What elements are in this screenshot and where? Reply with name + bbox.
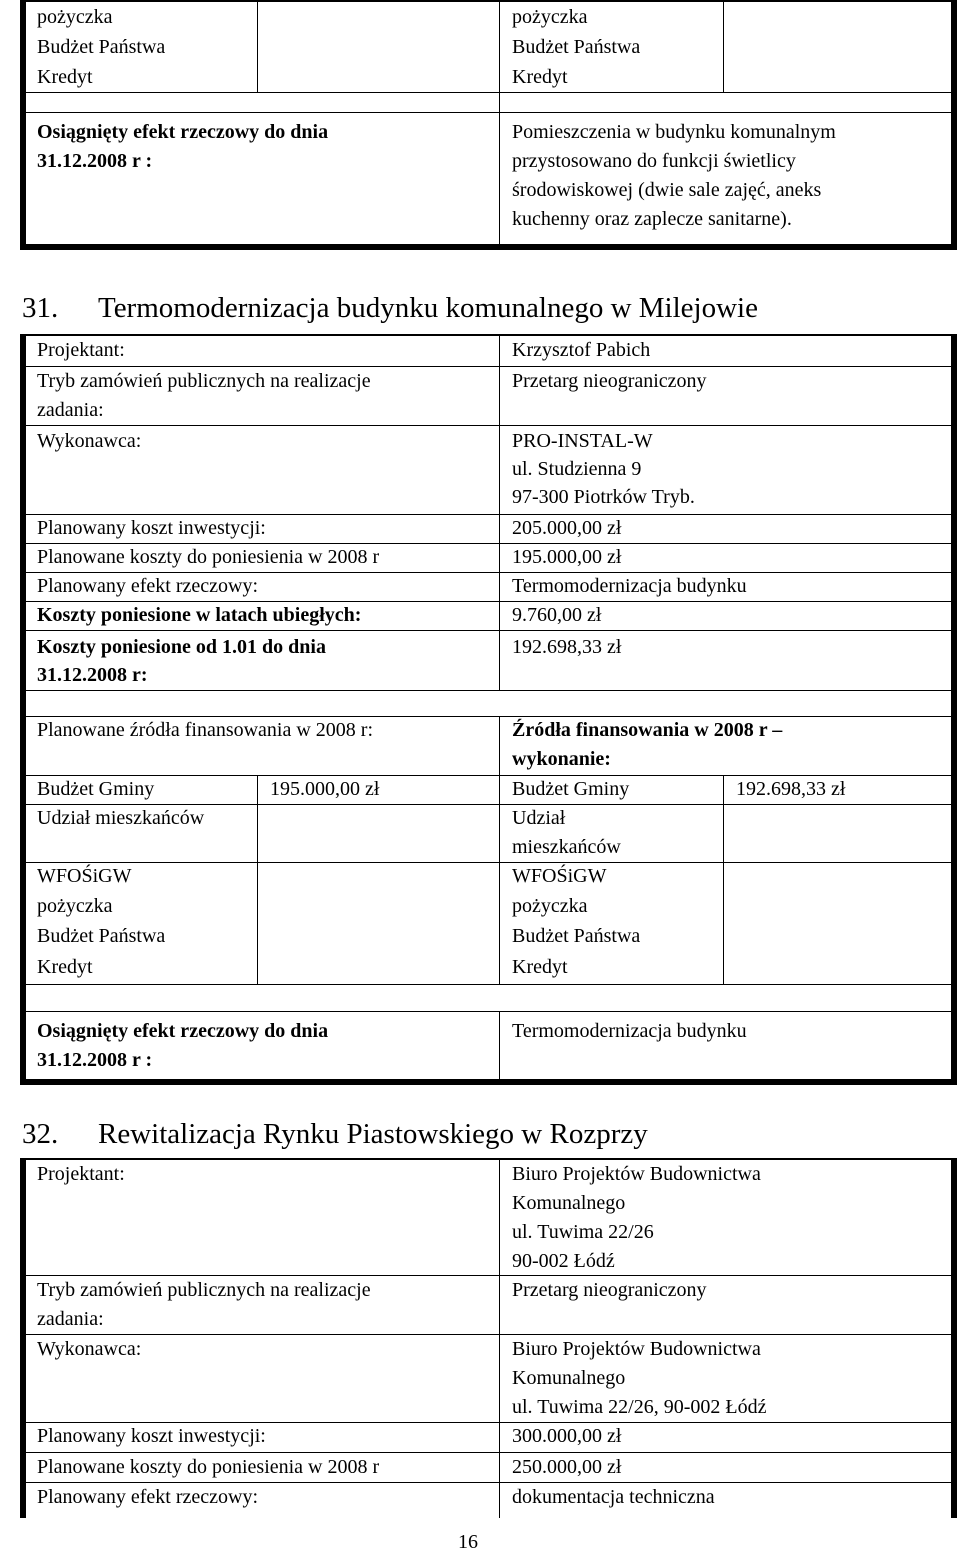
divider [26,92,951,93]
planned-cost-value: 300.000,00 zł [512,1425,622,1447]
wfos-label-right: WFOŚiGW [512,865,607,887]
source-state-budget-label-right: Budżet Państwa [512,36,641,58]
contractor-value-line: 97-300 Piotrków Tryb. [512,486,695,508]
planned-2008-value: 250.000,00 zł [512,1456,622,1478]
budget-gmina-actual: 192.698,33 zł [736,778,846,800]
contractor-value-line: PRO-INSTAL-W [512,430,653,452]
page-number: 16 [458,1531,478,1553]
planned-effect-label: Planowany efekt rzeczowy: [37,575,259,597]
section-number: 32. [22,1118,59,1150]
state-budget-label-right: Budżet Państwa [512,925,641,947]
planned-effect-value: Termomodernizacja budynku [512,575,747,597]
effect-value-line: przystosowano do funkcji świetlicy [512,150,796,172]
designer-value-line: Komunalnego [512,1192,626,1214]
designer-value-line: Biuro Projektów Budownictwa [512,1163,761,1185]
divider [723,0,724,92]
divider [257,0,258,92]
contractor-value-line: Biuro Projektów Budownictwa [512,1338,761,1360]
divider [257,775,258,984]
designer-label: Projektant: [37,1163,125,1185]
source-credit-label: Kredyt [37,66,93,88]
divider [499,0,500,244]
divider [499,334,500,690]
residents-label-right: Udział [512,807,566,829]
divider [26,630,951,631]
past-costs-label: Koszty poniesione w latach ubiegłych: [37,604,362,626]
effect-value-line: kuchenny oraz zaplecze sanitarne). [512,208,792,230]
designer-label: Projektant: [37,339,125,361]
procurement-label: Tryb zamówień publicznych na realizacje [37,1279,371,1301]
budget-gmina-label: Budżet Gminy [37,778,155,800]
past-costs-value: 9.760,00 zł [512,604,602,626]
section-number: 31. [22,292,59,324]
section-title: Termomodernizacja budynku komunalnego w Milejowie [98,292,758,324]
divider [26,1011,951,1012]
residents-label-right-cont: mieszkańców [512,836,621,858]
designer-value-line: ul. Tuwima 22/26 [512,1221,654,1243]
procurement-label-cont: zadania: [37,1308,104,1330]
planned-2008-label: Planowane koszty do poniesienia w 2008 r [37,1456,380,1478]
divider [26,984,951,985]
procurement-value: Przetarg nieograniczony [512,1279,707,1301]
planned-sources-header: Planowane źródła finansowania w 2008 r: [37,719,374,741]
loan-label-right: pożyczka [512,895,588,917]
contractor-label: Wykonawca: [37,430,142,452]
effect-label: Osiągnięty efekt rzeczowy do dnia [37,121,329,143]
planned-cost-label: Planowany koszt inwestycji: [37,517,266,539]
credit-label: Kredyt [37,956,93,978]
divider [499,1158,500,1518]
planned-cost-label: Planowany koszt inwestycji: [37,1425,266,1447]
residents-label: Udział mieszkańców [37,807,205,829]
planned-cost-value: 205.000,00 zł [512,517,622,539]
divider [499,1011,500,1079]
divider [26,690,951,691]
credit-label-right: Kredyt [512,956,568,978]
contractor-value-line: ul. Studzienna 9 [512,458,642,480]
planned-effect-label: Planowany efekt rzeczowy: [37,1486,259,1508]
costs-2008-label: Koszty poniesione od 1.01 do dnia [37,636,326,658]
contractor-value-line: Komunalnego [512,1367,626,1389]
planned-2008-value: 195.000,00 zł [512,546,622,568]
costs-2008-label-date: 31.12.2008 r: [37,664,148,686]
actual-sources-header-cont: wykonanie: [512,748,611,770]
contractor-label: Wykonawca: [37,1338,142,1360]
budget-gmina-planned: 195.000,00 zł [270,778,380,800]
source-credit-label-right: Kredyt [512,66,568,88]
source-state-budget-label: Budżet Państwa [37,36,166,58]
procurement-label-cont: zadania: [37,399,104,421]
effect-value-line: środowiskowej (dwie sale zajęć, aneks [512,179,822,201]
contractor-value-line: ul. Tuwima 22/26, 90-002 Łódź [512,1396,767,1418]
effect-value-line: Pomieszczenia w budynku komunalnym [512,121,836,143]
procurement-value: Przetarg nieograniczony [512,370,707,392]
budget-gmina-label-right: Budżet Gminy [512,778,630,800]
effect-label-date: 31.12.2008 r : [37,1049,153,1071]
divider [26,1334,951,1335]
section-title: Rewitalizacja Rynku Piastowskiego w Rozprzy [98,1118,648,1150]
divider [26,425,951,426]
effect-label-date: 31.12.2008 r : [37,150,153,172]
source-loan-label: pożyczka [37,6,113,28]
sec31-table-frame [20,334,957,1085]
costs-2008-value: 192.698,33 zł [512,636,622,658]
divider [499,716,500,984]
loan-label: pożyczka [37,895,113,917]
procurement-label: Tryb zamówień publicznych na realizacje [37,370,371,392]
wfos-label: WFOŚiGW [37,865,132,887]
divider [26,112,951,113]
effect-label: Osiągnięty efekt rzeczowy do dnia [37,1020,329,1042]
actual-sources-header: Źródła finansowania w 2008 r – [512,719,783,741]
designer-value: Krzysztof Pabich [512,339,651,361]
source-loan-label-right: pożyczka [512,6,588,28]
divider [26,862,951,863]
planned-effect-value: dokumentacja techniczna [512,1486,715,1508]
divider [723,775,724,984]
effect-value: Termomodernizacja budynku [512,1020,747,1042]
planned-2008-label: Planowane koszty do poniesienia w 2008 r [37,546,380,568]
state-budget-label: Budżet Państwa [37,925,166,947]
designer-value-line: 90-002 Łódź [512,1250,615,1272]
